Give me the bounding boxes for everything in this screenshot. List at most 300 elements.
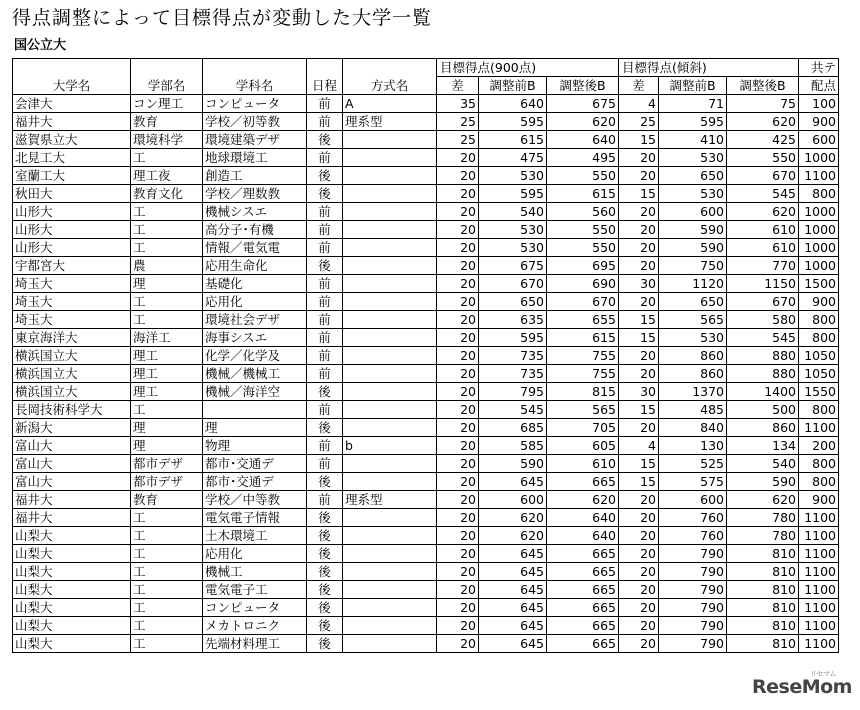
cell-before-incline: 840 — [659, 419, 727, 437]
cell-after-incline: 610 — [727, 221, 799, 239]
cell-schedule: 後 — [307, 527, 343, 545]
cell-after-900: 665 — [547, 635, 619, 653]
cell-diff-incline: 20 — [619, 581, 659, 599]
cell-before-incline: 1370 — [659, 383, 727, 401]
cell-after-incline: 550 — [727, 149, 799, 167]
cell-before-900: 530 — [479, 221, 547, 239]
cell-diff-900: 20 — [437, 185, 479, 203]
table-row — [13, 293, 839, 311]
cell-university: 福井大 — [13, 509, 131, 527]
table-row — [13, 581, 839, 599]
header-before-900: 調整前B — [479, 77, 547, 95]
table-row — [13, 203, 839, 221]
cell-after-900: 670 — [547, 293, 619, 311]
cell-after-900: 665 — [547, 599, 619, 617]
cell-kyote-points: 900 — [799, 491, 839, 509]
cell-kyote-points: 100 — [799, 95, 839, 113]
cell-method — [343, 167, 437, 185]
cell-kyote-points: 200 — [799, 437, 839, 455]
cell-diff-incline: 30 — [619, 275, 659, 293]
cell-diff-900: 20 — [437, 617, 479, 635]
cell-before-incline: 590 — [659, 239, 727, 257]
cell-schedule: 前 — [307, 95, 343, 113]
cell-after-incline: 1150 — [727, 275, 799, 293]
cell-after-incline: 810 — [727, 563, 799, 581]
table-row — [13, 149, 839, 167]
cell-kyote-points: 1050 — [799, 347, 839, 365]
cell-kyote-points: 1000 — [799, 257, 839, 275]
cell-diff-900: 35 — [437, 95, 479, 113]
cell-before-incline: 530 — [659, 329, 727, 347]
cell-diff-incline: 15 — [619, 473, 659, 491]
cell-after-incline: 540 — [727, 455, 799, 473]
cell-diff-900: 20 — [437, 527, 479, 545]
cell-diff-incline: 20 — [619, 599, 659, 617]
cell-schedule: 前 — [307, 491, 343, 509]
cell-diff-900: 20 — [437, 437, 479, 455]
cell-diff-incline: 25 — [619, 113, 659, 131]
cell-schedule: 前 — [307, 239, 343, 257]
cell-after-900: 640 — [547, 131, 619, 149]
cell-department: コンピュータ — [203, 599, 307, 617]
cell-faculty: 工 — [131, 563, 203, 581]
cell-university: 宇都宮大 — [13, 257, 131, 275]
cell-department: 電気電子工 — [203, 581, 307, 599]
cell-after-900: 615 — [547, 329, 619, 347]
cell-diff-900: 25 — [437, 113, 479, 131]
cell-before-900: 735 — [479, 347, 547, 365]
cell-diff-incline: 20 — [619, 221, 659, 239]
table-row — [13, 113, 839, 131]
cell-kyote-points: 1100 — [799, 509, 839, 527]
cell-after-900: 705 — [547, 419, 619, 437]
cell-faculty: 教育文化 — [131, 185, 203, 203]
cell-before-incline: 860 — [659, 365, 727, 383]
cell-diff-incline: 20 — [619, 545, 659, 563]
cell-university: 山梨大 — [13, 617, 131, 635]
cell-method — [343, 239, 437, 257]
cell-method — [343, 419, 437, 437]
cell-method — [343, 365, 437, 383]
cell-diff-900: 20 — [437, 293, 479, 311]
cell-diff-incline: 15 — [619, 185, 659, 203]
cell-schedule: 後 — [307, 131, 343, 149]
table-row — [13, 455, 839, 473]
cell-diff-900: 20 — [437, 455, 479, 473]
cell-after-incline: 1400 — [727, 383, 799, 401]
cell-diff-900: 20 — [437, 599, 479, 617]
cell-faculty: 工 — [131, 221, 203, 239]
cell-diff-incline: 15 — [619, 311, 659, 329]
cell-method — [343, 509, 437, 527]
cell-schedule: 後 — [307, 563, 343, 581]
cell-diff-incline: 15 — [619, 329, 659, 347]
cell-faculty: 都市デザ — [131, 473, 203, 491]
cell-university: 山梨大 — [13, 545, 131, 563]
cell-department — [203, 401, 307, 419]
cell-department: 化学／化学及 — [203, 347, 307, 365]
cell-diff-900: 20 — [437, 149, 479, 167]
cell-before-900: 475 — [479, 149, 547, 167]
cell-diff-900: 20 — [437, 491, 479, 509]
cell-method — [343, 275, 437, 293]
cell-diff-incline: 20 — [619, 149, 659, 167]
header-faculty: 学部名 — [131, 59, 203, 95]
section-subtitle: 国公立大 — [14, 38, 67, 53]
cell-before-900: 590 — [479, 455, 547, 473]
cell-after-900: 755 — [547, 347, 619, 365]
cell-after-900: 560 — [547, 203, 619, 221]
cell-after-900: 550 — [547, 221, 619, 239]
cell-diff-900: 20 — [437, 545, 479, 563]
cell-diff-incline: 20 — [619, 203, 659, 221]
resemom-logo — [752, 670, 852, 698]
cell-before-900: 670 — [479, 275, 547, 293]
cell-method — [343, 617, 437, 635]
cell-before-900: 585 — [479, 437, 547, 455]
cell-diff-incline: 30 — [619, 383, 659, 401]
cell-schedule: 後 — [307, 167, 343, 185]
cell-method — [343, 599, 437, 617]
cell-schedule: 前 — [307, 221, 343, 239]
cell-university: 東京海洋大 — [13, 329, 131, 347]
cell-diff-incline: 20 — [619, 365, 659, 383]
cell-method — [343, 329, 437, 347]
cell-after-900: 495 — [547, 149, 619, 167]
cell-diff-900: 20 — [437, 383, 479, 401]
cell-kyote-points: 1050 — [799, 365, 839, 383]
cell-diff-incline: 20 — [619, 527, 659, 545]
cell-schedule: 後 — [307, 473, 343, 491]
cell-faculty: 理工 — [131, 383, 203, 401]
cell-diff-incline: 20 — [619, 347, 659, 365]
table-row — [13, 383, 839, 401]
cell-department: 電気電子情報 — [203, 509, 307, 527]
cell-before-incline: 760 — [659, 509, 727, 527]
cell-before-incline: 71 — [659, 95, 727, 113]
cell-department: 応用化 — [203, 293, 307, 311]
cell-after-900: 640 — [547, 527, 619, 545]
cell-kyote-points: 600 — [799, 131, 839, 149]
cell-university: 埼玉大 — [13, 293, 131, 311]
cell-method — [343, 203, 437, 221]
cell-before-incline: 650 — [659, 167, 727, 185]
cell-before-incline: 790 — [659, 617, 727, 635]
cell-before-900: 545 — [479, 401, 547, 419]
cell-university: 秋田大 — [13, 185, 131, 203]
cell-university: 山形大 — [13, 239, 131, 257]
cell-university: 富山大 — [13, 473, 131, 491]
cell-method — [343, 311, 437, 329]
cell-department: 先端材料理工 — [203, 635, 307, 653]
cell-kyote-points: 1500 — [799, 275, 839, 293]
cell-method — [343, 221, 437, 239]
cell-department: 機械シスエ — [203, 203, 307, 221]
cell-method — [343, 257, 437, 275]
cell-schedule: 前 — [307, 113, 343, 131]
cell-before-incline: 790 — [659, 635, 727, 653]
cell-department: 土木環境工 — [203, 527, 307, 545]
cell-faculty: 都市デザ — [131, 455, 203, 473]
cell-university: 山梨大 — [13, 635, 131, 653]
cell-before-900: 640 — [479, 95, 547, 113]
cell-after-900: 640 — [547, 509, 619, 527]
cell-diff-900: 20 — [437, 365, 479, 383]
cell-after-incline: 810 — [727, 581, 799, 599]
cell-before-incline: 750 — [659, 257, 727, 275]
cell-faculty: 工 — [131, 149, 203, 167]
cell-diff-900: 20 — [437, 563, 479, 581]
cell-university: 長岡技術科学大 — [13, 401, 131, 419]
cell-faculty: 工 — [131, 599, 203, 617]
cell-after-incline: 620 — [727, 203, 799, 221]
cell-kyote-points: 800 — [799, 473, 839, 491]
cell-after-900: 565 — [547, 401, 619, 419]
cell-university: 横浜国立大 — [13, 383, 131, 401]
cell-diff-incline: 20 — [619, 509, 659, 527]
cell-faculty: 環境科学 — [131, 131, 203, 149]
cell-before-900: 620 — [479, 509, 547, 527]
cell-university: 滋賀県立大 — [13, 131, 131, 149]
cell-schedule: 前 — [307, 365, 343, 383]
cell-after-incline: 880 — [727, 365, 799, 383]
cell-after-incline: 810 — [727, 599, 799, 617]
cell-before-900: 620 — [479, 527, 547, 545]
cell-kyote-points: 1100 — [799, 563, 839, 581]
cell-after-900: 665 — [547, 545, 619, 563]
cell-faculty: 農 — [131, 257, 203, 275]
cell-diff-incline: 4 — [619, 95, 659, 113]
cell-diff-900: 20 — [437, 329, 479, 347]
header-schedule: 日程 — [307, 59, 343, 95]
cell-kyote-points: 1100 — [799, 545, 839, 563]
table-row — [13, 95, 839, 113]
cell-method: A — [343, 95, 437, 113]
table-row — [13, 365, 839, 383]
cell-after-900: 665 — [547, 473, 619, 491]
cell-method — [343, 131, 437, 149]
cell-method — [343, 563, 437, 581]
cell-university: 山梨大 — [13, 599, 131, 617]
cell-department: 応用生命化 — [203, 257, 307, 275]
cell-before-incline: 410 — [659, 131, 727, 149]
header-kyote-line1: 共テ — [799, 59, 839, 77]
cell-diff-incline: 20 — [619, 635, 659, 653]
cell-before-900: 530 — [479, 167, 547, 185]
cell-schedule: 前 — [307, 149, 343, 167]
table-row — [13, 347, 839, 365]
cell-before-incline: 760 — [659, 527, 727, 545]
table-row — [13, 185, 839, 203]
cell-before-incline: 525 — [659, 455, 727, 473]
cell-diff-900: 20 — [437, 581, 479, 599]
cell-faculty: 工 — [131, 203, 203, 221]
cell-department: コンピュータ — [203, 95, 307, 113]
cell-kyote-points: 1100 — [799, 581, 839, 599]
table-row — [13, 257, 839, 275]
logo-small-text: リセマム — [810, 670, 836, 678]
cell-department: 学校／初等教 — [203, 113, 307, 131]
cell-university: 山形大 — [13, 203, 131, 221]
cell-after-900: 610 — [547, 455, 619, 473]
cell-diff-900: 20 — [437, 275, 479, 293]
cell-kyote-points: 1000 — [799, 239, 839, 257]
cell-faculty: 工 — [131, 527, 203, 545]
cell-after-900: 675 — [547, 95, 619, 113]
cell-diff-incline: 20 — [619, 167, 659, 185]
cell-schedule: 後 — [307, 581, 343, 599]
cell-method — [343, 347, 437, 365]
cell-after-900: 815 — [547, 383, 619, 401]
cell-diff-900: 20 — [437, 401, 479, 419]
cell-department: 高分子･有機 — [203, 221, 307, 239]
cell-kyote-points: 900 — [799, 113, 839, 131]
cell-method — [343, 383, 437, 401]
cell-schedule: 後 — [307, 599, 343, 617]
cell-department: メカトロニク — [203, 617, 307, 635]
cell-faculty: 教育 — [131, 113, 203, 131]
cell-faculty: 海洋工 — [131, 329, 203, 347]
cell-diff-incline: 20 — [619, 293, 659, 311]
cell-faculty: 工 — [131, 239, 203, 257]
cell-after-incline: 780 — [727, 509, 799, 527]
cell-before-incline: 790 — [659, 563, 727, 581]
cell-method — [343, 581, 437, 599]
cell-schedule: 前 — [307, 275, 343, 293]
cell-diff-900: 20 — [437, 473, 479, 491]
cell-schedule: 後 — [307, 383, 343, 401]
cell-university: 福井大 — [13, 113, 131, 131]
table-row — [13, 167, 839, 185]
cell-diff-900: 20 — [437, 257, 479, 275]
cell-faculty: 工 — [131, 545, 203, 563]
cell-diff-900: 20 — [437, 311, 479, 329]
cell-kyote-points: 1000 — [799, 149, 839, 167]
cell-before-900: 685 — [479, 419, 547, 437]
cell-department: 環境建築デザ — [203, 131, 307, 149]
cell-before-900: 595 — [479, 185, 547, 203]
cell-diff-incline: 15 — [619, 131, 659, 149]
cell-after-incline: 810 — [727, 617, 799, 635]
cell-department: 機械工 — [203, 563, 307, 581]
cell-after-900: 655 — [547, 311, 619, 329]
cell-before-900: 595 — [479, 113, 547, 131]
cell-before-900: 635 — [479, 311, 547, 329]
cell-schedule: 前 — [307, 347, 343, 365]
cell-kyote-points: 1100 — [799, 635, 839, 653]
cell-before-900: 600 — [479, 491, 547, 509]
cell-university: 富山大 — [13, 437, 131, 455]
cell-faculty: 理 — [131, 437, 203, 455]
cell-faculty: 工 — [131, 617, 203, 635]
cell-after-incline: 545 — [727, 185, 799, 203]
cell-before-incline: 595 — [659, 113, 727, 131]
cell-department: 都市･交通デ — [203, 455, 307, 473]
cell-after-incline: 134 — [727, 437, 799, 455]
header-after-900: 調整後B — [547, 77, 619, 95]
table-row — [13, 599, 839, 617]
cell-after-900: 620 — [547, 491, 619, 509]
cell-before-900: 645 — [479, 473, 547, 491]
cell-diff-900: 20 — [437, 167, 479, 185]
table-row — [13, 545, 839, 563]
cell-before-incline: 130 — [659, 437, 727, 455]
header-after-incline: 調整後B — [727, 77, 799, 95]
header-group-900: 目標得点(900点) — [437, 59, 619, 77]
table-row — [13, 527, 839, 545]
cell-after-incline: 610 — [727, 239, 799, 257]
cell-university: 新潟大 — [13, 419, 131, 437]
table-row — [13, 509, 839, 527]
header-group-incline: 目標得点(傾斜) — [619, 59, 799, 77]
cell-method — [343, 401, 437, 419]
cell-department: 学校／中等教 — [203, 491, 307, 509]
cell-method — [343, 455, 437, 473]
cell-university: 会津大 — [13, 95, 131, 113]
cell-schedule: 前 — [307, 437, 343, 455]
cell-before-900: 595 — [479, 329, 547, 347]
cell-university: 富山大 — [13, 455, 131, 473]
cell-faculty: 教育 — [131, 491, 203, 509]
header-method: 方式名 — [343, 59, 437, 95]
cell-diff-900: 20 — [437, 419, 479, 437]
cell-diff-900: 20 — [437, 239, 479, 257]
cell-university: 福井大 — [13, 491, 131, 509]
cell-before-900: 645 — [479, 635, 547, 653]
cell-method — [343, 293, 437, 311]
cell-after-incline: 670 — [727, 167, 799, 185]
cell-after-900: 755 — [547, 365, 619, 383]
cell-before-900: 530 — [479, 239, 547, 257]
cell-after-900: 690 — [547, 275, 619, 293]
cell-after-incline: 860 — [727, 419, 799, 437]
cell-kyote-points: 1100 — [799, 527, 839, 545]
header-university: 大学名 — [13, 59, 131, 95]
cell-schedule: 後 — [307, 419, 343, 437]
cell-before-900: 675 — [479, 257, 547, 275]
cell-schedule: 後 — [307, 545, 343, 563]
cell-after-900: 550 — [547, 167, 619, 185]
table-body — [13, 95, 839, 653]
cell-diff-incline: 20 — [619, 419, 659, 437]
cell-faculty: 理 — [131, 419, 203, 437]
cell-schedule: 後 — [307, 617, 343, 635]
cell-after-incline: 620 — [727, 113, 799, 131]
logo-text: ReseMom — [752, 676, 852, 698]
cell-diff-900: 20 — [437, 509, 479, 527]
cell-faculty: 理工 — [131, 365, 203, 383]
cell-schedule: 前 — [307, 401, 343, 419]
cell-after-incline: 880 — [727, 347, 799, 365]
cell-university: 室蘭工大 — [13, 167, 131, 185]
cell-department: 創造工 — [203, 167, 307, 185]
cell-before-900: 645 — [479, 563, 547, 581]
cell-university: 北見工大 — [13, 149, 131, 167]
cell-faculty: 工 — [131, 581, 203, 599]
cell-faculty: 工 — [131, 635, 203, 653]
cell-schedule: 前 — [307, 455, 343, 473]
cell-method — [343, 149, 437, 167]
cell-diff-incline: 20 — [619, 257, 659, 275]
cell-after-900: 665 — [547, 563, 619, 581]
cell-kyote-points: 1100 — [799, 419, 839, 437]
cell-after-incline: 590 — [727, 473, 799, 491]
cell-before-900: 645 — [479, 581, 547, 599]
cell-kyote-points: 1100 — [799, 599, 839, 617]
cell-university: 横浜国立大 — [13, 365, 131, 383]
cell-before-incline: 600 — [659, 203, 727, 221]
table-row — [13, 563, 839, 581]
